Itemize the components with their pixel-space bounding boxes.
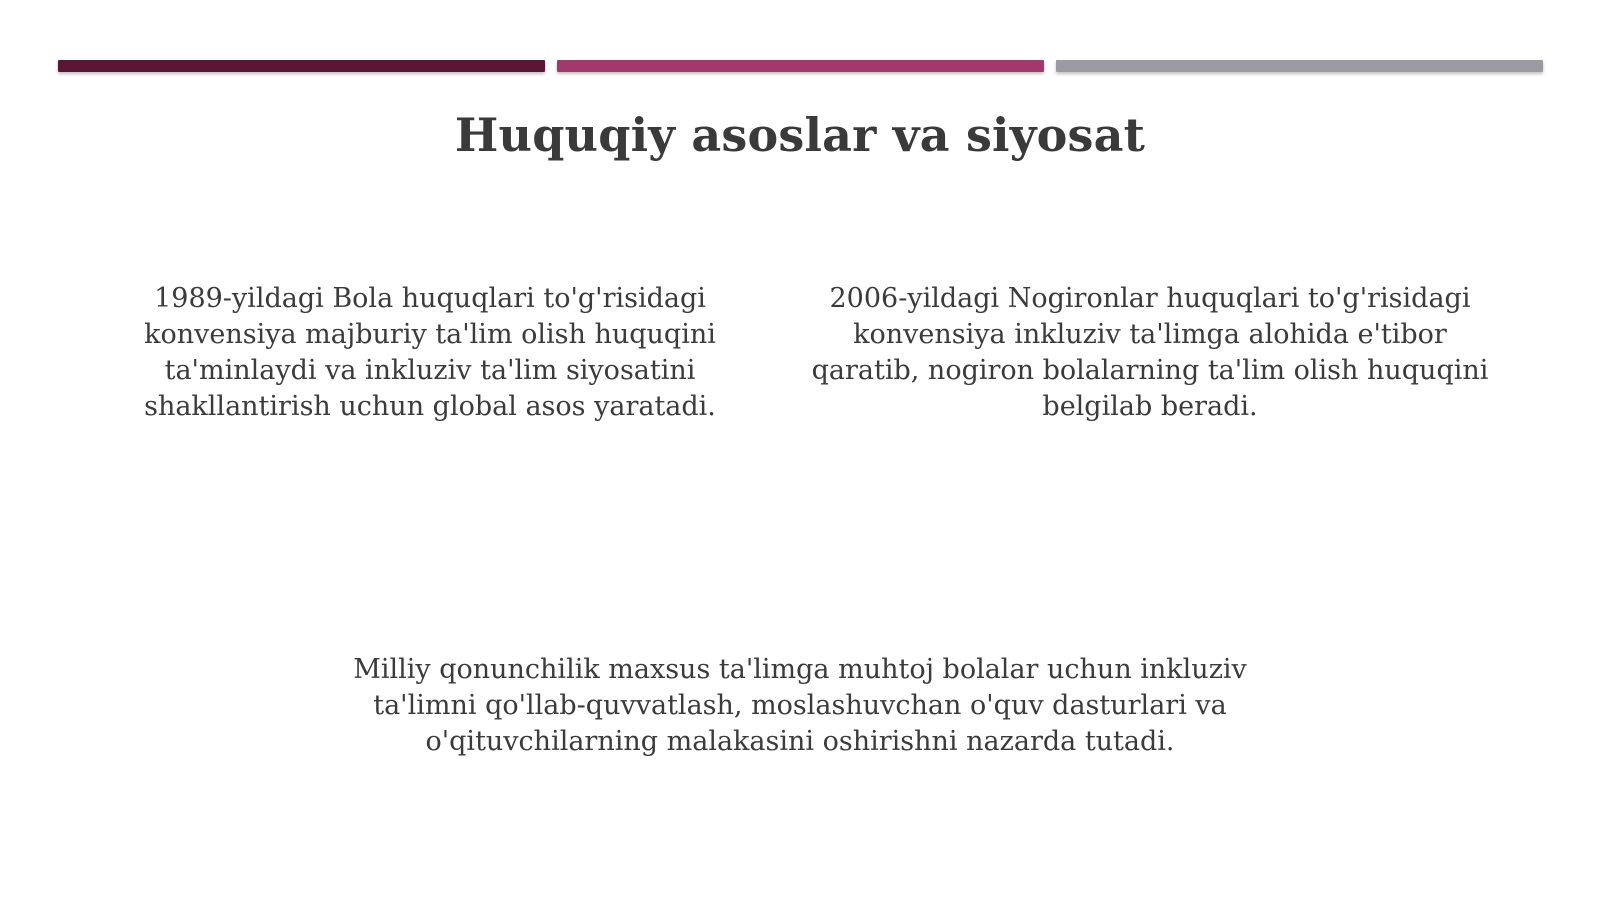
accent-bar-magenta	[557, 60, 1044, 72]
paragraph-disability-rights-convention: 2006-yildagi Nogironlar huquqlari to'g'risidagi konvensiya inkluziv ta'limga alohida e'tibor qaratib, nogiron bolalarning ta'lim olish huquqini belgilab beradi.	[811, 283, 1489, 422]
accent-bar-dark-maroon	[58, 60, 545, 72]
slide-title: Huquqiy asoslar va siyosat	[454, 108, 1146, 162]
paragraph-child-rights-convention: 1989-yildagi Bola huquqlari to'g'risidagi konvensiya majburiy ta'lim olish huquqini ta'minlaydi va inkluziv ta'lim siyosatini shakllantirish uchun global asos yaratadi.	[144, 283, 716, 422]
accent-bar-gray	[1056, 60, 1543, 72]
paragraph-national-legislation: Milliy qonunchilik maxsus ta'limga muhtoj bolalar uchun inkluziv ta'limni qo'llab-quvvatlash, moslashuvchan o'quv dasturlari va o'qituvchilarning malakasini oshirishni nazarda tutadi.	[353, 654, 1247, 757]
